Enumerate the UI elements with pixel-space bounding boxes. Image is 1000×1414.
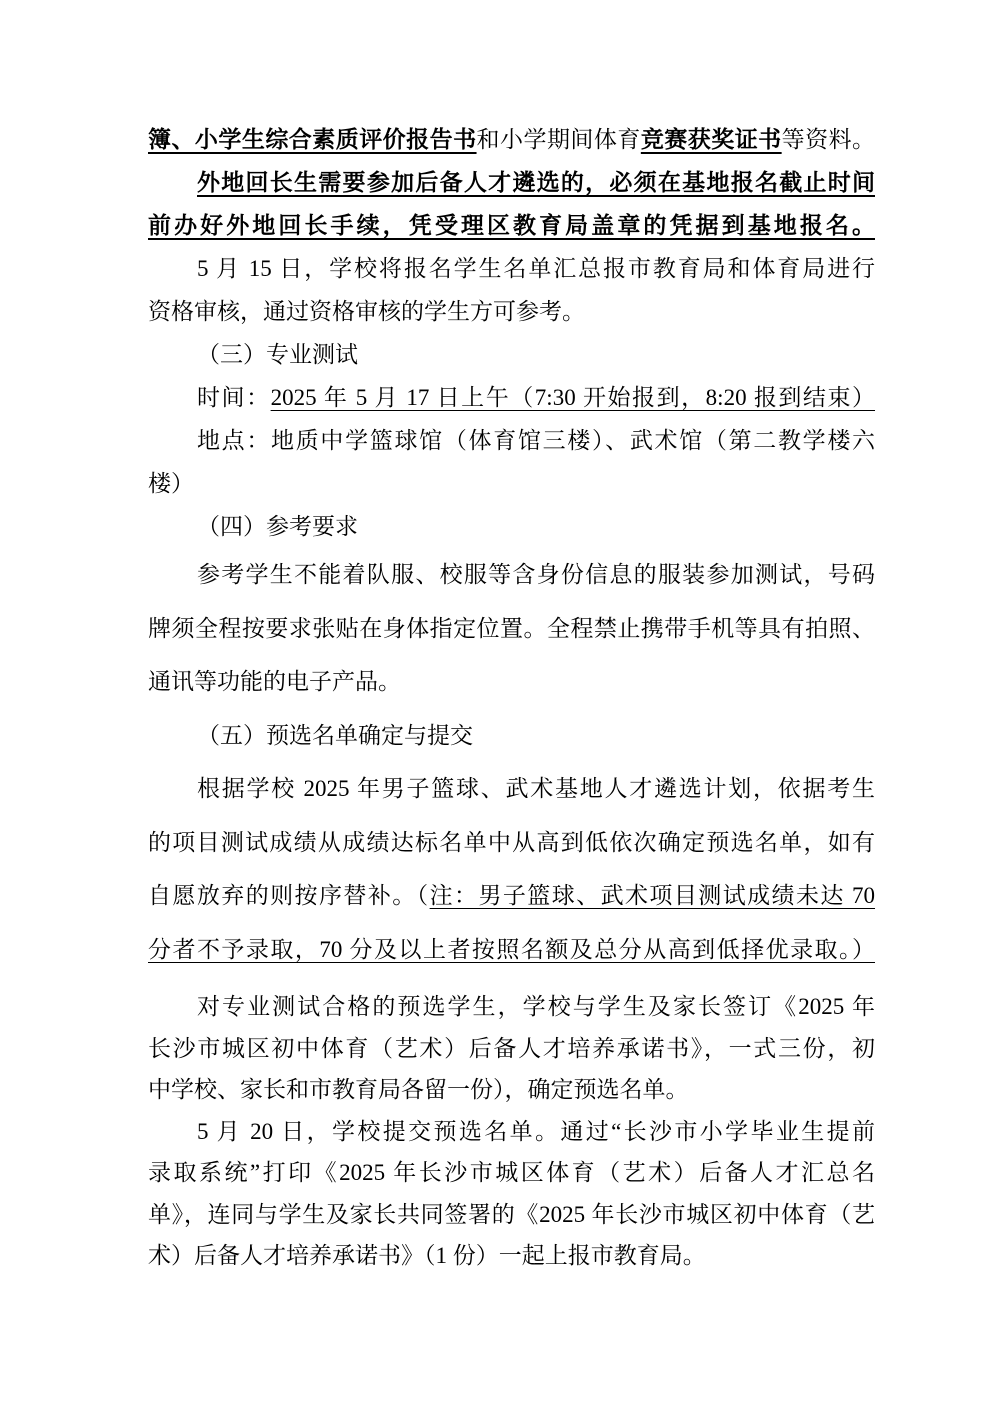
text-line — [148, 505, 875, 548]
text-run: 外地回长生需要参加后备人才遴选的，必须在基地报名截止时间 — [197, 170, 875, 195]
text-run: （四）参考要求 — [197, 514, 358, 539]
text-run: 地点：地质中学篮球馆（体育馆三楼）、武术馆（第二教学楼六 — [197, 428, 875, 453]
text-run: 2025 年 5 月 17 日上午（7:30 开始报到，8:20 报到结束） — [270, 385, 876, 410]
text-run: 长沙市城区初中体育（艺术）后备人才培养承诺书》，一式三份，初 — [148, 1035, 875, 1061]
text-line — [148, 247, 875, 290]
text-run: 5 月 20 日，学校提交预选名单。通过“长沙市小学毕业生提前 — [197, 1118, 875, 1144]
text-run: （三）专业测试 — [197, 342, 358, 367]
text-line — [148, 462, 875, 505]
text-line — [148, 655, 875, 709]
text-run: 资格审核，通过资格审核的学生方可参考。 — [148, 299, 585, 324]
text-line — [148, 923, 875, 977]
text-line — [148, 1152, 875, 1194]
text-run: 注：男子篮球、武术项目测试成绩未达 70 — [429, 883, 876, 908]
text-line — [148, 161, 875, 204]
text-line — [148, 762, 875, 816]
text-run: 根据学校 2025 年男子篮球、武术基地人才遴选计划，依据考生 — [197, 776, 875, 801]
text-run: 中学校、家长和市教育局各留一份），确定预选名单。 — [148, 1077, 689, 1102]
text-line — [148, 709, 875, 763]
text-run: 录取系统”打印《2025 年长沙市城区体育（艺术）后备人才汇总名 — [148, 1160, 875, 1185]
text-run: 前办好外地回长手续，凭受理区教育局盖章的凭据到基地报名。 — [148, 213, 875, 238]
text-run: 自愿放弃的则按序替补。（ — [148, 883, 430, 908]
text-line — [148, 869, 875, 923]
text-line — [148, 204, 875, 247]
text-line — [148, 1069, 875, 1111]
text-line — [148, 333, 875, 376]
text-run: （五）预选名单确定与提交 — [197, 722, 473, 748]
text-line — [148, 1028, 875, 1070]
text-run: 对专业测试合格的预选学生，学校与学生及家长签订《2025 年 — [197, 994, 875, 1019]
text-line — [148, 1194, 875, 1236]
text-run: 分者不予录取，70 分及以上者按照名额及总分从高到低择优录取。） — [148, 936, 875, 962]
text-line — [148, 548, 875, 602]
text-line — [148, 1111, 875, 1153]
text-line — [148, 816, 875, 870]
text-run: 簿、小学生综合素质评价报告书 — [148, 127, 477, 152]
text-run: 的项目测试成绩从成绩达标名单中从高到低依次确定预选名单，如有 — [148, 829, 875, 855]
text-run: 5 月 15 日，学校将报名学生名单汇总报市教育局和体育局进行 — [197, 256, 875, 281]
text-run: 竞赛获奖证书 — [640, 127, 782, 152]
text-line — [148, 602, 875, 656]
text-run: 和小学期间体育 — [476, 127, 641, 152]
text-run: 时间： — [197, 385, 271, 410]
text-line — [148, 419, 875, 462]
text-run: 通讯等功能的电子产品。 — [148, 669, 401, 694]
text-run: 等资料。 — [781, 127, 876, 152]
text-line — [148, 290, 875, 333]
text-run: 牌须全程按要求张贴在身体指定位置。全程禁止携带手机等具有拍照、 — [148, 615, 875, 641]
document-body — [148, 118, 875, 1277]
text-line — [148, 986, 875, 1028]
text-run: 参考学生不能着队服、校服等含身份信息的服装参加测试，号码 — [197, 562, 875, 587]
text-line — [148, 1235, 875, 1277]
text-run: 术）后备人才培养承诺书》（1 份）一起上报市教育局。 — [148, 1243, 706, 1268]
text-run: 单》，连同与学生及家长共同签署的《2025 年长沙市城区初中体育（艺 — [148, 1201, 875, 1227]
text-line — [148, 118, 875, 161]
text-line — [148, 376, 875, 419]
text-run: 楼） — [148, 471, 194, 496]
